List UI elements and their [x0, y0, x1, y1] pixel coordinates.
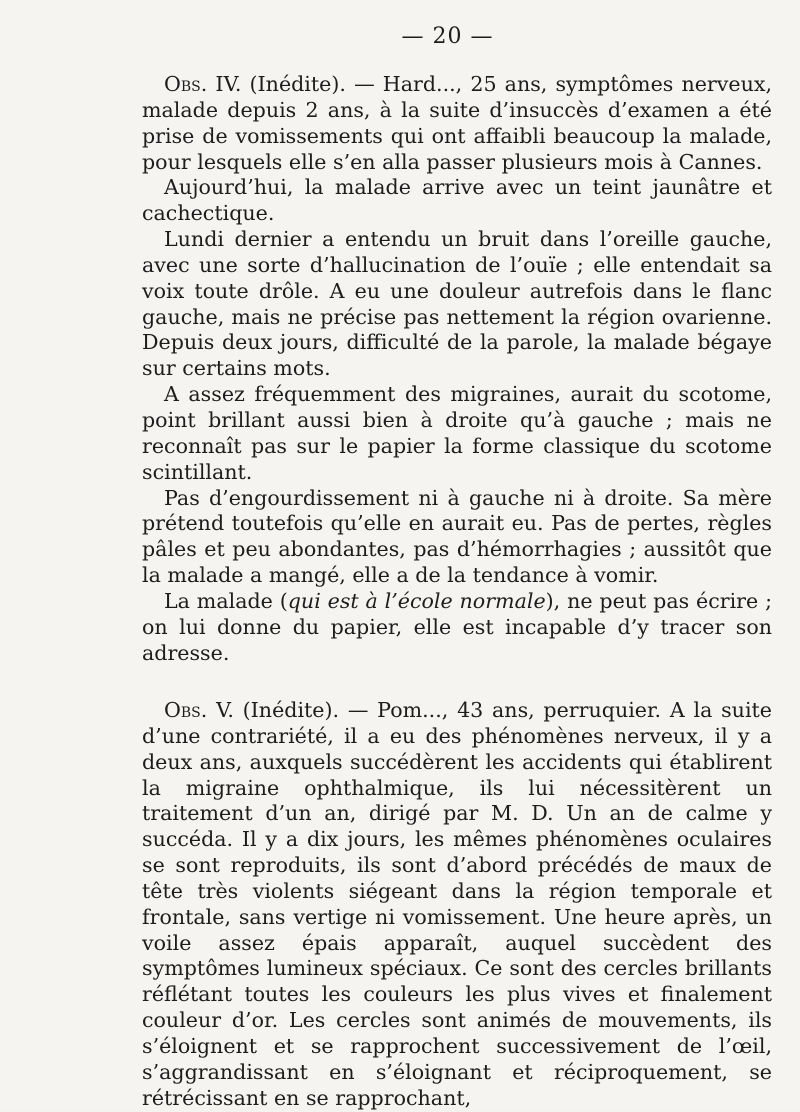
obs-iv-paragraph-4: A assez fréquemment des migraines, aurait du scotome, point brillant aussi bien à droite qu’à gauche ; mais ne reconnaît pas sur le papier la forme classique du scotome scintillant. [142, 382, 772, 484]
obs-iv-paragraph-1 [142, 72, 772, 175]
observation-iv [142, 72, 772, 666]
obs-iv-paragraph-5: Pas d’engourdissement ni à gauche ni à droite. Sa mère prétend toutefois qu’elle en aurait eu. Pas de pertes, règles pâles et peu abondantes, pas d’hémorrhagies ; aussitôt que la malade a mangé, elle a de la tendance à vomir. [142, 485, 772, 588]
obs-v-paragraph-1 [142, 698, 772, 1112]
obs-iv-paragraph-3: Lundi dernier a entendu un bruit dans l’oreille gauche, avec une sorte d’hallucination de l’ouïe ; elle entendait sa voix toute drôle. A eu une douleur autrefois dans le flanc gauche, mais ne précise pas nettement la région ovarienne. Depuis deux jours, difficulté de la parole, la malade bégaye sur certains mots. [142, 227, 772, 381]
observation-v [142, 698, 772, 1112]
obs-iv-intro: . IV. (Inédite). — Hard..., 25 ans, symptômes nerveux, malade depuis 2 ans, à la suite d’insuccès d’examen a été prise de vomissements qui ont affaibli beaucoup la malade, pour lesquels elle s’en alla passer plusieurs mois à Cannes. [142, 72, 772, 174]
obs-v-text: . V. (Inédite). — Pom..., 43 ans, perruquier. A la suite d’une contrariété, il a eu des phénomènes nerveux, il y a deux ans, auxquels succédèrent les accidents qui établirent la migraine ophthalmique, ils lui nécessitèrent un traitement d’un an, dirigé par M. D. Un an de calme y succéda. Il y a dix jours, les mêmes phénomènes oculaires se sont reproduits, ils sont d’abord précédés de maux de tête très violents siégeant dans la région temporale et frontale, sans vertige ni vomissement. Une heure après, un voile assez épais apparaît, auquel succèdent des symptômes lumineux spéciaux. Ce sont des cercles brillants réflétant toutes les couleurs les plus vives et finalement couleur d’or. Les cercles sont animés de mouvements, ils s’éloignent et se rapprochent successivement de l’œil, s’aggrandissant en s’éloignant et réciproquement, se rétrécissant en se rapprochant, [142, 698, 772, 1110]
obs-iv-paragraph-2: Aujourd’hui, la malade arrive avec un teint jaunâtre et cachectique. [142, 175, 772, 226]
obs-iv-label: Obs [164, 72, 201, 96]
obs-v-label: Obs [164, 698, 201, 722]
obs-iv-paragraph-6 [142, 589, 772, 667]
obs-iv-p6-italic: qui est à l’école normale [287, 588, 546, 613]
obs-iv-p6-start: La malade ( [164, 588, 288, 613]
obs-iv-p6-end: ), ne peut pas écrire ; on lui donne du papier, elle est incapable d’y tracer son adresse. [142, 588, 773, 665]
page-number: — 20 — [401, 24, 494, 49]
